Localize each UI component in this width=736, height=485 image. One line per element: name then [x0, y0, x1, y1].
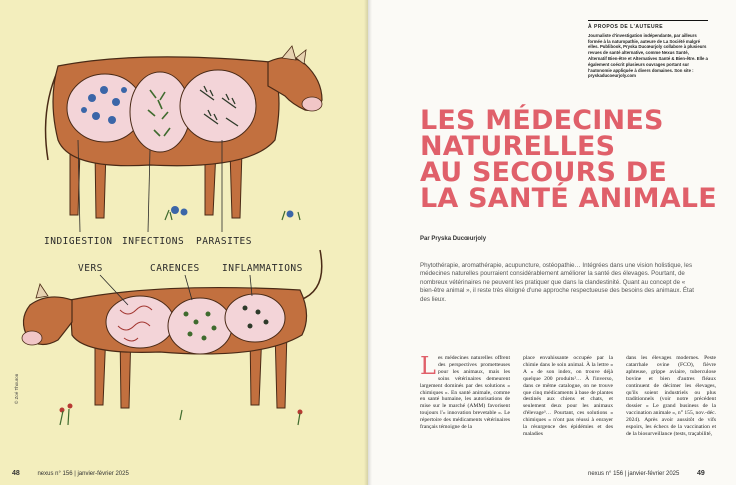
- headline-line-1: LES MÉDECINES: [420, 105, 664, 136]
- headline-line-2: NATURELLES: [420, 131, 616, 162]
- top-cow: [46, 46, 322, 232]
- illustration-credit: © Zoé Thouron: [14, 373, 19, 404]
- body-column-1: [420, 352, 510, 473]
- left-folio: [12, 470, 129, 477]
- label-infections: INFECTIONS: [122, 236, 185, 247]
- label-carences: CARENCES: [150, 263, 200, 274]
- author-box-rule: [588, 20, 708, 21]
- bottom-cow: [22, 250, 322, 425]
- author-box-title: À PROPOS DE L'AUTEURE: [588, 24, 664, 30]
- left-page-number: 48: [12, 470, 20, 477]
- body-column-1-text: es médecines naturelles offrent des perspectives prometteuses pour les animaux, mais les soins vétérinaires demeurent largement dominés par des solutions « chimiques ». En santé animale, comme en santé humaine, les autorisations de mise sur le marché (AMM) favorisent toujours l'« innovation brevetable ». Le répertoire des médicaments vétérinaires français témoigne de la: [420, 355, 510, 431]
- page-gutter: [364, 0, 372, 485]
- headline-line-3: AU SECOURS DE: [420, 157, 668, 188]
- article-headline: [420, 105, 720, 214]
- right-folio: [588, 470, 705, 477]
- body-column-3: dans les élevages modernes. Peste catarrhale ovine (FCO), fièvre aphteuse, grippe aviaire, tuberculose bovine et bien d'autres fléaux continuent de décimer les élevages, qu'ils soient industriels ou plus traditionnels (voir notre précédent dossier « Le grand business de la vaccination animale », n° 155, nov.-déc. 2024). Après avoir aussitôt de vifs espoirs, les échecs de la vaccination et de la biosurveillance (tests, traçabilité,: [626, 355, 716, 437]
- byline: Par Pryska Ducœurjoly: [420, 236, 487, 242]
- label-inflammations: INFLAMMATIONS: [222, 263, 303, 274]
- label-parasites: PARASITES: [196, 236, 252, 247]
- article-body: [420, 352, 716, 473]
- author-box: [588, 24, 708, 79]
- author-box-text: Journaliste d'investigation indépendante, par ailleurs formée à la naturopathie, auteure de La Société malgré elles. Publibook, Pryska Ducœurjoly collabore à plusieurs revues de santé alternative, comme Nexus Santé, Alternatif Bien-être et Alternatives Santé & Bien-être. Elle a également coécrit plusieurs ouvrages portant sur l'autonomie appliquée à divers domaines. Son site : pryskaducoeurjoly.com: [588, 32, 708, 79]
- left-folio-text: nexus n° 156 | janvier-février 2025: [37, 471, 129, 477]
- label-vers: VERS: [78, 263, 103, 274]
- label-indigestion: INDIGESTION: [44, 236, 113, 247]
- article-intro: Phytothérapie, aromathérapie, acupuncture, ostéopathie… Intégrées dans une vision holistique, les médecines naturelles pourraient considérablement améliorer la santé des élevages. Pourtant, de nombreux vétérinaires ne peuvent les pratiquer que dans la clandestinité. Quant au concept de « bien-être animal », il reste très éloigné d'une approche respectueuse des besoins des animaux. État des lieux.: [420, 262, 694, 303]
- body-column-2: place envahissante occupée par la chimie dans le soin animal. À la lettre « A » de son index, on trouve déjà quelque 200 produits²… À l'inverso, dans ce même catalogue, on ne trouve que cinq médicaments à base de plantes destinés aux chiens et chats, et seulement deux pour les animaux d'élevage³… Pourtant, ces solutions « chimiques » n'ont pas réussi à enrayer la résurgence des épidémies et des maladies: [523, 355, 613, 437]
- headline-line-4: LA SANTÉ ANIMALE: [420, 183, 717, 214]
- right-page-number: 49: [697, 470, 705, 477]
- right-folio-text: nexus n° 156 | janvier-février 2025: [588, 471, 680, 477]
- drop-cap: L: [420, 352, 436, 380]
